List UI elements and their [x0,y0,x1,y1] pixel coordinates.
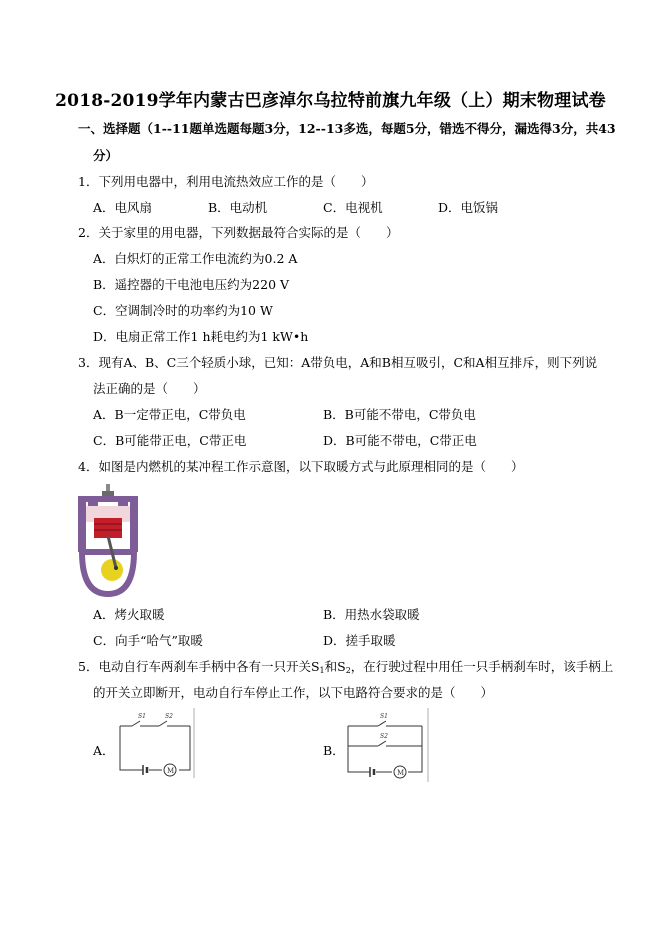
q3-option-a: A．B一定带正电，C带负电 [93,407,246,422]
q2-option-c: C．空调制冷时的功率约为10 W [93,303,273,318]
cylinder-wall-right [130,502,138,552]
svg-text:S2: S2 [380,733,388,740]
crank-wheel [101,559,123,581]
q5-stem-line2: 的开关立即断开，电动自行车停止工作，以下电路符合要求的是（ ） [93,685,494,700]
circuit-diagram-a [110,708,200,778]
q1-option-c: C．电视机 [323,200,383,215]
q3-option-c: C．B可能带正电，C带正电 [93,433,247,448]
q5-option-a-label: A． [93,743,115,758]
svg-text:S1: S1 [138,713,146,720]
piston [94,518,122,538]
spark-plug-body [102,491,114,496]
section-heading-line2: 分） [93,148,119,163]
intake-valve [88,502,98,506]
q1-option-b: B．电动机 [208,200,268,215]
svg-text:M: M [167,767,175,775]
q2-option-b: B．遥控器的干电池电压约为220 V [93,277,290,292]
circuit-diagram-b [340,708,432,782]
q3-option-d: D．B可能不带电，C带正电 [323,433,477,448]
spark-plug-tip [106,484,110,492]
svg-text:S2: S2 [165,713,173,720]
cylinder-wall-left [78,502,86,552]
section-heading-line1: 一、选择题（1--11题单选题每题3分，12--13多选，每题5分，错选不得分，漏选得3分，共43 [78,121,616,136]
q3-option-b: B．B可能不带电，C带负电 [323,407,476,422]
q4-stem: 4．如图是内燃机的某冲程工作示意图，以下取暖方式与此原理相同的是（ ） [78,459,524,474]
q4-option-a: A．烤火取暖 [93,607,165,622]
q3-stem-line1: 3．现有A、B、C三个轻质小球，已知：A带负电，A和B相互吸引，C和A相互排斥，则下列说 [78,355,598,370]
q3-stem-line2: 法正确的是（ ） [93,381,206,396]
q2-option-a: A．白炽灯的正常工作电流约为0.2 A [93,251,298,266]
svg-text:S1: S1 [380,713,388,720]
engine-stroke-diagram [72,482,144,598]
q5-stem-line1: 5．电动自行车两刹车手柄中各有一只开关$S_1$和$S_2$，在行驶过程中用任一只手柄刹车时，该手柄上 [78,659,614,675]
q2-stem: 2．关于家里的用电器，下列数据最符合实际的是（ ） [78,225,399,240]
q4-option-c: C．向手“哈气”取暖 [93,633,203,648]
q4-option-d: D．搓手取暖 [323,633,396,648]
q2-option-d: D．电扇正常工作1 h耗电约为1 kW•h [93,329,309,344]
svg-text:M: M [397,769,405,777]
q5-option-b-label: B． [323,743,345,758]
q1-option-a: A．电风扇 [93,200,153,215]
q1-stem: 1．下列用电器中，利用电流热效应工作的是（ ） [78,174,374,189]
q4-option-b: B．用热水袋取暖 [323,607,420,622]
page-title: 2018-2019学年内蒙古巴彦淖尔乌拉特前旗九年级（上）期末物理试卷 [55,91,606,111]
cylinder-cover [78,496,138,502]
q1-option-d: D．电饭锅 [438,200,499,215]
exhaust-valve [118,502,128,506]
